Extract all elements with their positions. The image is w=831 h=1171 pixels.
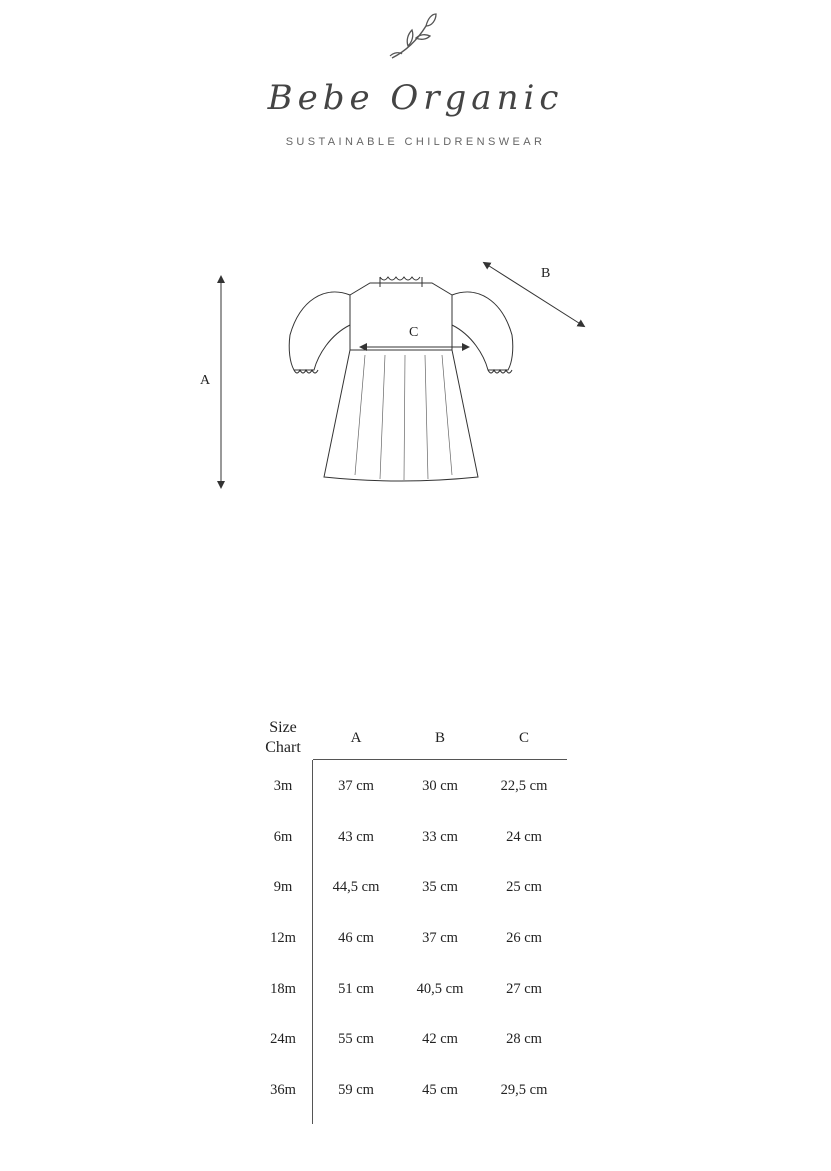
size-cell: 12m [270,930,296,946]
dress-illustration [190,255,610,500]
size-cell: 9m [273,879,293,895]
measure-b-label: B [541,266,551,281]
a-cell: 46 cm [338,930,374,946]
dress-right-sleeve [452,292,513,370]
b-cell: 33 cm [422,829,458,845]
column-header-b: B [434,730,445,746]
c-cell: 26 cm [506,930,542,946]
table-row [255,1082,575,1102]
header-divider [313,759,567,760]
measure-c-label: C [409,325,419,340]
size-cell: 36m [270,1082,296,1098]
size-chart-title [255,718,311,758]
size-cell: 18m [270,981,296,997]
c-cell: 28 cm [506,1031,542,1047]
c-cell: 27 cm [506,981,542,997]
brand-name: Bebe Organic [267,78,564,118]
dress-left-sleeve [289,292,350,370]
a-cell: 59 cm [338,1082,374,1098]
b-cell: 37 cm [422,930,458,946]
b-cell: 42 cm [422,1031,458,1047]
table-row [255,879,575,899]
c-cell: 24 cm [506,829,542,845]
leaf-sprig-icon [386,12,442,62]
table-row [255,981,575,1001]
a-cell: 37 cm [338,778,374,794]
b-cell: 40,5 cm [416,981,464,997]
a-cell: 44,5 cm [332,879,380,895]
size-cell: 24m [270,1031,296,1047]
b-cell: 35 cm [422,879,458,895]
size-cell: 3m [273,778,293,794]
size-chart-title-line2: Chart [265,739,301,756]
table-row [255,1031,575,1051]
b-cell: 30 cm [422,778,458,794]
table-row [255,778,575,798]
dress-skirt [324,350,478,481]
a-cell: 51 cm [338,981,374,997]
c-cell: 25 cm [506,879,542,895]
c-cell: 22,5 cm [500,778,548,794]
column-header-c: C [518,730,529,746]
a-cell: 55 cm [338,1031,374,1047]
brand-tagline: SUSTAINABLE CHILDRENSWEAR [285,136,546,148]
table-row [255,829,575,849]
measure-a-label: A [200,373,211,388]
measure-b-arrow [486,264,582,325]
size-chart-table [255,718,575,1128]
column-header-a: A [350,730,362,746]
table-row [255,930,575,950]
dress-collar [380,277,420,280]
c-cell: 29,5 cm [500,1082,548,1098]
b-cell: 45 cm [422,1082,458,1098]
size-cell: 6m [273,829,293,845]
a-cell: 43 cm [338,829,374,845]
dress-bodice [350,283,452,350]
size-chart-title-line1: Size [269,719,297,736]
dress-measurement-diagram [190,255,610,500]
